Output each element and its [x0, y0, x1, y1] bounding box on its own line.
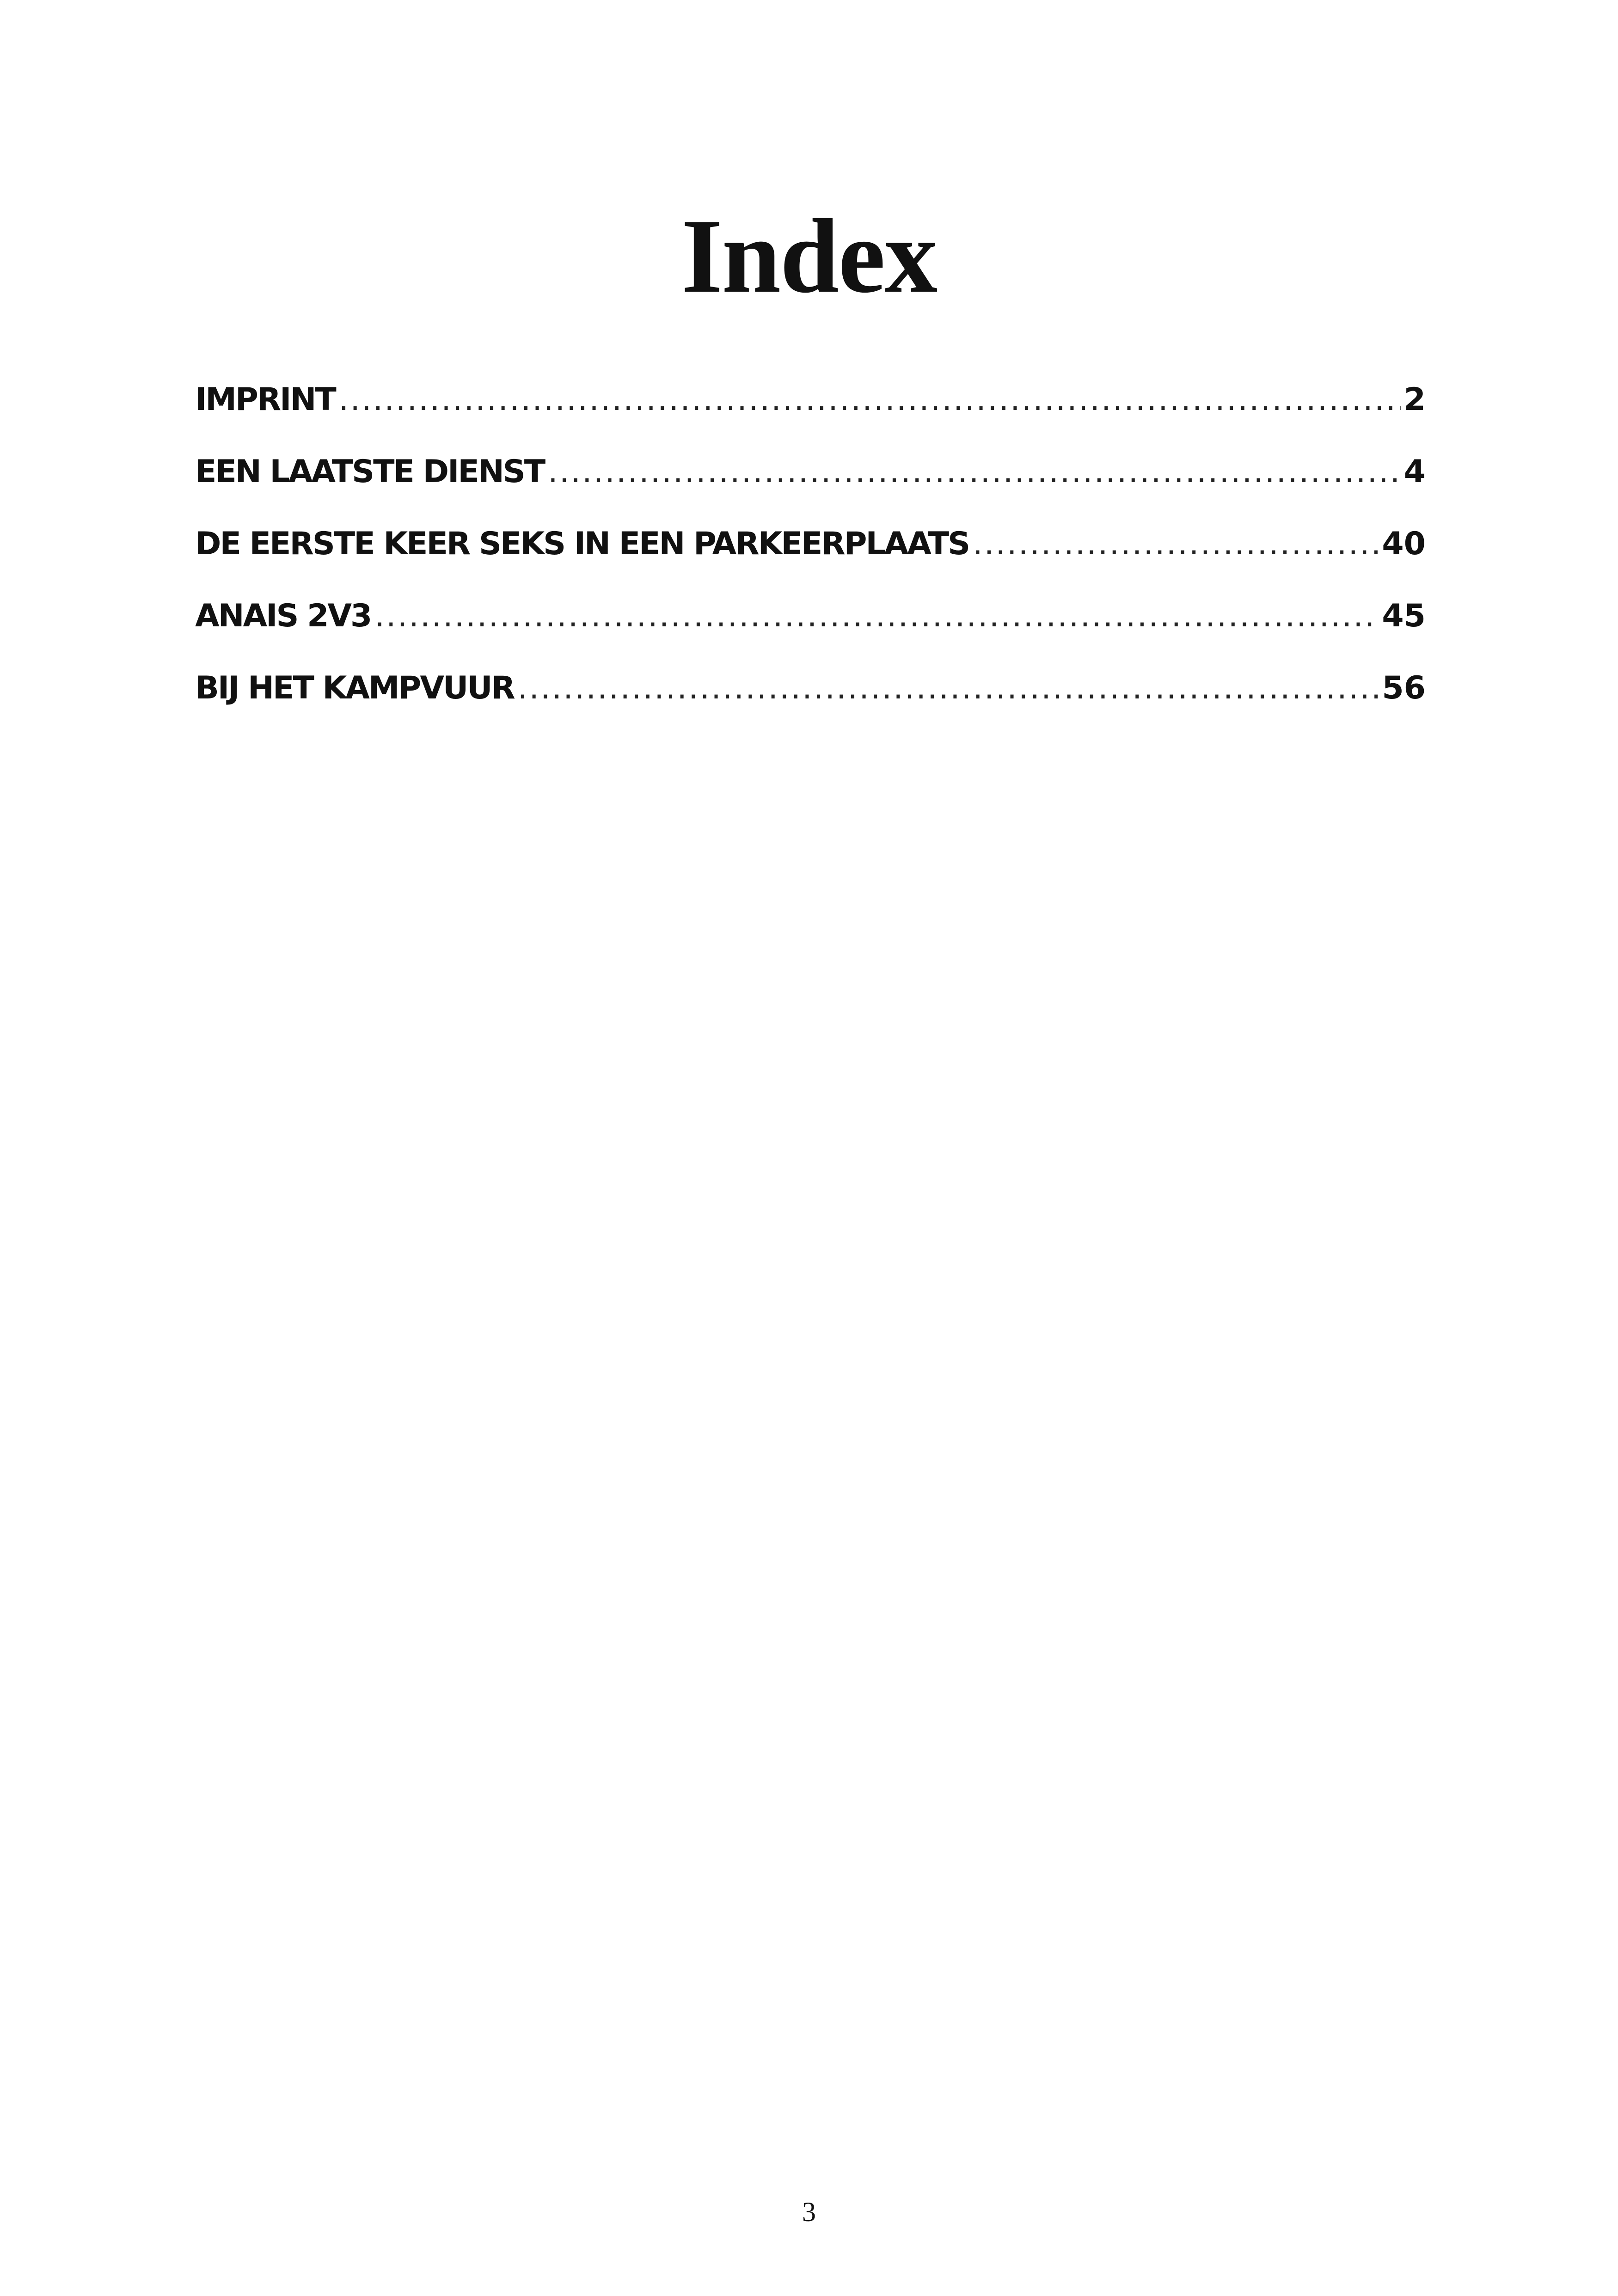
toc-entry-label: IMPRINT — [195, 381, 335, 418]
toc-entry-page: 40 — [1382, 526, 1426, 562]
toc-entry-label: DE EERSTE KEER SEKS IN EEN PARKEERPLAATS — [195, 526, 969, 562]
toc-dot-leader — [548, 447, 1401, 497]
page-number: 3 — [802, 2197, 816, 2227]
toc-entry-label: EEN LAATSTE DIENST — [195, 453, 545, 490]
toc-entry-anais-2v3[interactable] — [195, 591, 1426, 663]
toc-dot-leader — [518, 663, 1379, 714]
toc-dot-leader — [339, 374, 1401, 425]
table-of-contents — [195, 374, 1426, 735]
toc-entry-de-eerste-keer[interactable] — [195, 519, 1426, 591]
toc-entry-page: 2 — [1403, 381, 1426, 418]
toc-dot-leader — [374, 591, 1379, 642]
toc-entry-label: BIJ HET KAMPVUUR — [195, 670, 514, 706]
toc-entry-label: ANAIS 2V3 — [195, 598, 371, 634]
toc-dot-leader — [973, 519, 1379, 569]
toc-entry-imprint[interactable] — [195, 374, 1426, 447]
toc-entry-page: 56 — [1382, 670, 1426, 706]
toc-entry-een-laatste-dienst[interactable] — [195, 447, 1426, 519]
page-title: Index — [681, 197, 937, 315]
toc-entry-bij-het-kampvuur[interactable] — [195, 663, 1426, 735]
toc-entry-page: 4 — [1403, 453, 1426, 490]
toc-entry-page: 45 — [1382, 598, 1426, 634]
